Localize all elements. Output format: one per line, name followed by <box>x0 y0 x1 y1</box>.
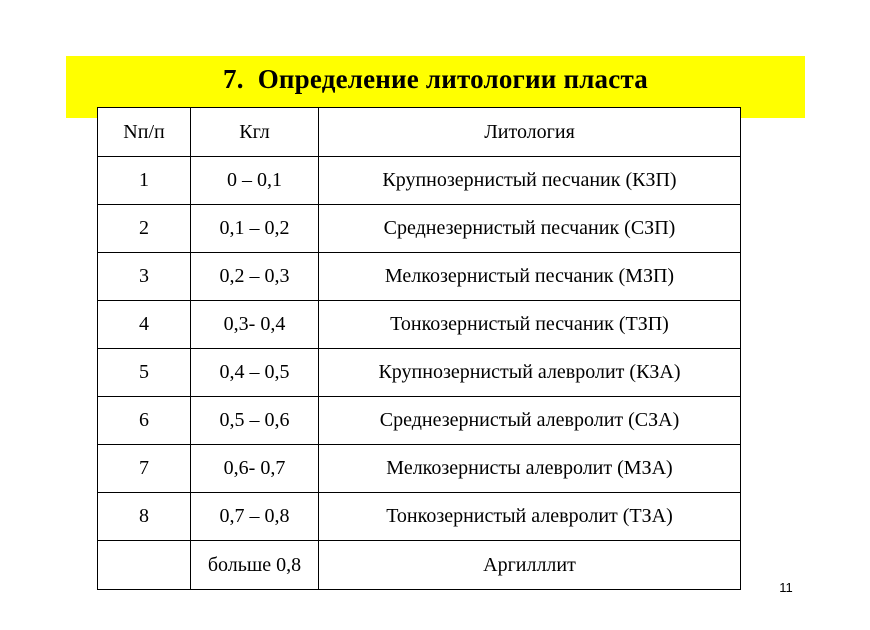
cell-number: 3 <box>98 253 191 301</box>
table-row <box>98 445 741 493</box>
cell-kgl: 0,2 – 0,3 <box>191 253 319 301</box>
table-row <box>98 253 741 301</box>
cell-lithology: Тонкозернистый алевролит (ТЗА) <box>319 493 741 541</box>
title-number: 7. <box>223 63 244 94</box>
cell-number: 7 <box>98 445 191 493</box>
page-number: 11 <box>779 580 793 595</box>
cell-number <box>98 541 191 590</box>
cell-lithology: Крупнозернистый алевролит (КЗА) <box>319 349 741 397</box>
cell-number: 1 <box>98 157 191 205</box>
title-text: Определение литологии пласта <box>257 63 648 94</box>
cell-lithology: Тонкозернистый песчаник (ТЗП) <box>319 301 741 349</box>
cell-lithology: Мелкозернисты алевролит (МЗА) <box>319 445 741 493</box>
cell-kgl: 0 – 0,1 <box>191 157 319 205</box>
table-row <box>98 205 741 253</box>
cell-lithology: Среднезернистый алевролит (СЗА) <box>319 397 741 445</box>
cell-lithology: Мелкозернистый песчаник (МЗП) <box>319 253 741 301</box>
table-row <box>98 397 741 445</box>
table-row <box>98 541 741 590</box>
cell-number: 6 <box>98 397 191 445</box>
header-lithology: Литология <box>319 108 741 157</box>
table-row <box>98 349 741 397</box>
slide-title <box>66 56 805 102</box>
cell-number: 2 <box>98 205 191 253</box>
cell-kgl: 0,3- 0,4 <box>191 301 319 349</box>
cell-lithology: Аргилллит <box>319 541 741 590</box>
cell-number: 5 <box>98 349 191 397</box>
lithology-table <box>97 107 741 590</box>
cell-kgl: больше 0,8 <box>191 541 319 590</box>
cell-lithology: Крупнозернистый песчаник (КЗП) <box>319 157 741 205</box>
cell-kgl: 0,5 – 0,6 <box>191 397 319 445</box>
table-header-row <box>98 108 741 157</box>
cell-kgl: 0,7 – 0,8 <box>191 493 319 541</box>
header-number: Nп/п <box>98 108 191 157</box>
cell-kgl: 0,4 – 0,5 <box>191 349 319 397</box>
header-kgl: Кгл <box>191 108 319 157</box>
table-row <box>98 493 741 541</box>
table-row <box>98 157 741 205</box>
cell-number: 8 <box>98 493 191 541</box>
table-row <box>98 301 741 349</box>
cell-lithology: Среднезернистый песчаник (СЗП) <box>319 205 741 253</box>
cell-kgl: 0,6- 0,7 <box>191 445 319 493</box>
cell-kgl: 0,1 – 0,2 <box>191 205 319 253</box>
cell-number: 4 <box>98 301 191 349</box>
